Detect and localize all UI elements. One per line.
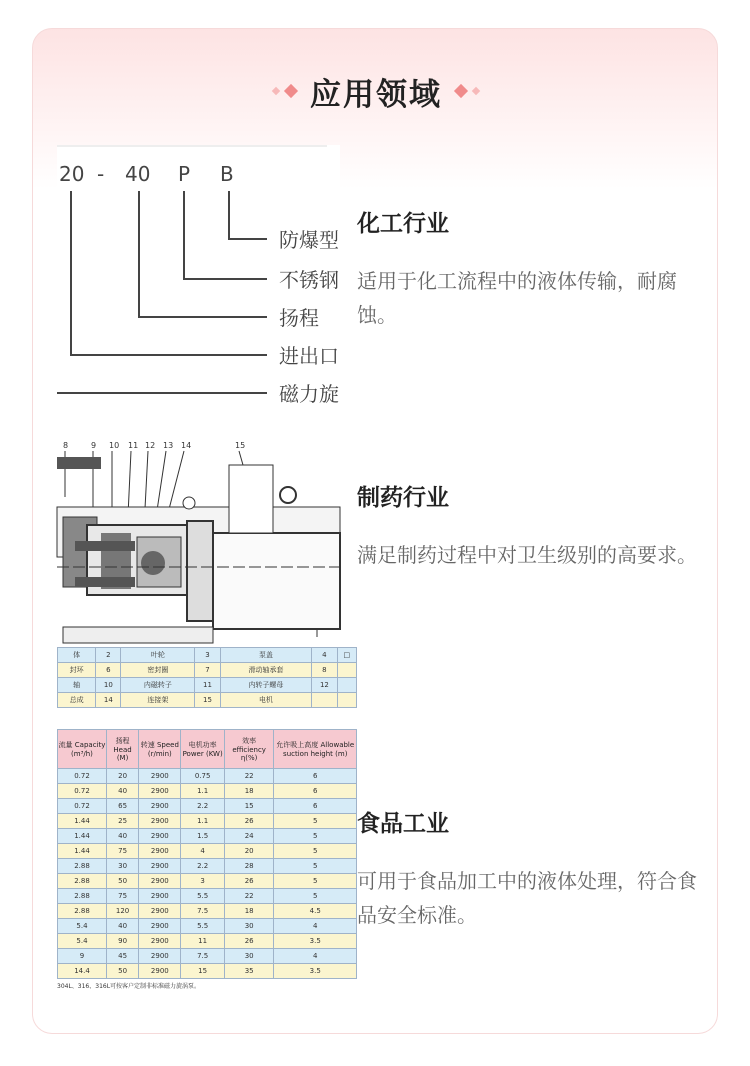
header-head: 扬程 Head (M) <box>106 730 138 769</box>
table-cell: 2 <box>96 648 121 663</box>
table-cell: 25 <box>106 814 138 829</box>
section-pharma <box>357 479 697 572</box>
table-cell: 11 <box>195 678 220 693</box>
table-cell: 1.44 <box>58 814 107 829</box>
table-cell: 10 <box>96 678 121 693</box>
callout-8: 8 <box>63 441 69 450</box>
table-cell: 20 <box>106 769 138 784</box>
table-cell: 26 <box>224 814 274 829</box>
callout-13: 13 <box>163 441 174 450</box>
table-cell: 30 <box>224 919 274 934</box>
table-header-row <box>58 730 357 769</box>
table-cell: 1.44 <box>58 844 107 859</box>
table-cell: 2900 <box>139 904 181 919</box>
code-part-4: P <box>178 162 191 186</box>
table-cell: 50 <box>106 874 138 889</box>
table-cell: 6 <box>96 663 121 678</box>
callout-9: 9 <box>91 441 97 450</box>
table-cell: 7.5 <box>181 949 224 964</box>
table-cell: 2.88 <box>58 889 107 904</box>
callout-14: 14 <box>181 441 192 450</box>
table-cell: 0.72 <box>58 799 107 814</box>
section-heading: 食品工业 <box>357 811 449 837</box>
code-part-3: 40 <box>125 162 151 186</box>
table-cell: 2900 <box>139 784 181 799</box>
parts-table <box>57 647 357 708</box>
table-cell: □ <box>337 648 356 663</box>
table-cell: 4.5 <box>274 904 357 919</box>
table-cell <box>312 693 337 708</box>
table-cell: 4 <box>312 648 337 663</box>
table-cell: 18 <box>224 784 274 799</box>
table-cell: 7.5 <box>181 904 224 919</box>
table-cell: 4 <box>274 949 357 964</box>
table-cell: 5 <box>274 874 357 889</box>
table-cell: 2900 <box>139 934 181 949</box>
table-cell: 2900 <box>139 829 181 844</box>
table-cell: 内磁转子 <box>121 678 195 693</box>
table-cell: 30 <box>106 859 138 874</box>
table-cell: 6 <box>274 784 357 799</box>
table-row <box>58 904 357 919</box>
table-cell: 电机 <box>220 693 312 708</box>
header-speed: 转速 Speed (r/min) <box>139 730 181 769</box>
table-cell <box>337 678 356 693</box>
table-cell: 连接架 <box>121 693 195 708</box>
table-cell: 1.1 <box>181 784 224 799</box>
table-cell: 总成 <box>58 693 96 708</box>
table-cell: 30 <box>224 949 274 964</box>
table-cell: 叶轮 <box>121 648 195 663</box>
table-cell: 3.5 <box>274 964 357 979</box>
performance-table <box>57 729 357 979</box>
table-cell: 2900 <box>139 799 181 814</box>
table-cell: 封环 <box>58 663 96 678</box>
table-cell: 密封圈 <box>121 663 195 678</box>
table-row <box>58 693 357 708</box>
label-head: 扬程 <box>279 306 319 330</box>
table-cell: 1.5 <box>181 829 224 844</box>
table-cell: 4 <box>274 919 357 934</box>
table-row <box>58 799 357 814</box>
table-cell: 轴 <box>58 678 96 693</box>
table-cell: 5 <box>274 844 357 859</box>
table-cell: 14.4 <box>58 964 107 979</box>
table-cell: 40 <box>106 919 138 934</box>
model-code-diagram <box>57 145 340 406</box>
table-cell: 2900 <box>139 874 181 889</box>
table-cell: 滑动轴承套 <box>220 663 312 678</box>
callout-11: 11 <box>128 441 139 450</box>
section-description: 满足制药过程中对卫生级别的高要求。 <box>357 543 697 567</box>
performance-table-image <box>57 729 355 1009</box>
section-heading: 制药行业 <box>357 485 449 511</box>
table-cell: 5.4 <box>58 919 107 934</box>
table-cell: 26 <box>224 874 274 889</box>
table-cell: 4 <box>181 844 224 859</box>
pump-cross-section <box>57 437 340 647</box>
table-cell: 2.2 <box>181 859 224 874</box>
table-cell: 90 <box>106 934 138 949</box>
table-cell: 0.72 <box>58 784 107 799</box>
table-cell: 3 <box>195 648 220 663</box>
table-cell: 2900 <box>139 859 181 874</box>
table-cell: 内转子螺母 <box>220 678 312 693</box>
section-description: 适用于化工流程中的液体传输，耐腐蚀。 <box>357 269 677 327</box>
table-cell: 9 <box>58 949 107 964</box>
header-power: 电机功率 Power (KW) <box>181 730 224 769</box>
left-diamond-icon <box>273 86 296 96</box>
header-efficiency: 效率 efficiency η(%) <box>224 730 274 769</box>
table-cell: 2.2 <box>181 799 224 814</box>
table-cell: 2900 <box>139 844 181 859</box>
section-food <box>357 805 697 932</box>
table-cell: 2.88 <box>58 874 107 889</box>
table-cell: 120 <box>106 904 138 919</box>
table-cell: 8 <box>312 663 337 678</box>
table-cell: 18 <box>224 904 274 919</box>
table-cell: 2.88 <box>58 859 107 874</box>
table-cell: 2900 <box>139 814 181 829</box>
table-cell: 40 <box>106 784 138 799</box>
header-capacity: 流量 Capacity (m³/h) <box>58 730 107 769</box>
table-row <box>58 663 357 678</box>
table-row <box>58 874 357 889</box>
table-cell: 2900 <box>139 949 181 964</box>
application-card <box>32 28 718 1034</box>
table-cell: 5.5 <box>181 889 224 904</box>
model-code-image <box>57 145 340 406</box>
table-cell: 75 <box>106 844 138 859</box>
table-cell: 5 <box>274 829 357 844</box>
table-cell: 40 <box>106 829 138 844</box>
table-row <box>58 934 357 949</box>
table-cell: 2900 <box>139 919 181 934</box>
table-cell: 3.5 <box>274 934 357 949</box>
table-row <box>58 844 357 859</box>
table-cell: 24 <box>224 829 274 844</box>
title-row <box>33 71 719 111</box>
label-inlet: 进出口 <box>279 344 339 368</box>
table-cell: 6 <box>274 799 357 814</box>
header-suction: 允许吸上高度 Allowable suction height (m) <box>274 730 357 769</box>
code-part-2: - <box>97 162 105 186</box>
table-row <box>58 784 357 799</box>
label-stainless: 不锈钢 <box>279 268 339 292</box>
table-cell: 22 <box>224 769 274 784</box>
table-cell: 15 <box>181 964 224 979</box>
table-row <box>58 648 357 663</box>
table-cell: 体 <box>58 648 96 663</box>
table-cell: 0.72 <box>58 769 107 784</box>
table-cell: 50 <box>106 964 138 979</box>
callout-10: 10 <box>109 441 120 450</box>
right-diamond-icon <box>456 86 479 96</box>
callout-15: 15 <box>235 441 246 450</box>
table-cell: 6 <box>274 769 357 784</box>
code-part-1: 20 <box>59 162 85 186</box>
section-description: 可用于食品加工中的液体处理，符合食品安全标准。 <box>357 869 697 927</box>
table-row <box>58 769 357 784</box>
code-part-5: B <box>220 162 234 186</box>
table-cell: 2900 <box>139 889 181 904</box>
table-cell: 35 <box>224 964 274 979</box>
table-cell <box>337 693 356 708</box>
table-cell: 2900 <box>139 769 181 784</box>
table-cell: 5 <box>274 889 357 904</box>
table-cell: 26 <box>224 934 274 949</box>
table-cell: 11 <box>181 934 224 949</box>
table-cell: 5.5 <box>181 919 224 934</box>
table-cell: 22 <box>224 889 274 904</box>
table-row <box>58 859 357 874</box>
section-chemical <box>357 205 697 332</box>
table-cell: 1.1 <box>181 814 224 829</box>
table-cell: 5 <box>274 814 357 829</box>
table-cell: 5.4 <box>58 934 107 949</box>
table-cell: 20 <box>224 844 274 859</box>
table-cell: 2900 <box>139 964 181 979</box>
table-row <box>58 678 357 693</box>
table-row <box>58 829 357 844</box>
label-explosion: 防爆型 <box>279 228 339 252</box>
table-cell: 12 <box>312 678 337 693</box>
table-cell: 15 <box>195 693 220 708</box>
table-cell: 5 <box>274 859 357 874</box>
table-cell: 3 <box>181 874 224 889</box>
table-cell: 45 <box>106 949 138 964</box>
table-cell: 28 <box>224 859 274 874</box>
table-row <box>58 919 357 934</box>
table-note: 304L、316、316L可按客户定制非标准磁力旋涡泵。 <box>57 983 201 990</box>
table-cell: 15 <box>224 799 274 814</box>
table-cell: 7 <box>195 663 220 678</box>
table-row <box>58 889 357 904</box>
label-magnetic: 磁力旋 <box>279 382 339 406</box>
table-row <box>58 814 357 829</box>
table-cell: 0.75 <box>181 769 224 784</box>
table-cell: 75 <box>106 889 138 904</box>
table-cell: 2.88 <box>58 904 107 919</box>
table-cell: 65 <box>106 799 138 814</box>
section-title: 应用领域 <box>310 76 442 113</box>
pump-structure-image <box>57 437 351 721</box>
table-row <box>58 964 357 979</box>
table-cell: 1.44 <box>58 829 107 844</box>
table-cell <box>337 663 356 678</box>
section-heading: 化工行业 <box>357 211 449 237</box>
table-row <box>58 949 357 964</box>
table-cell: 14 <box>96 693 121 708</box>
table-cell: 泵盖 <box>220 648 312 663</box>
callout-12: 12 <box>145 441 156 450</box>
